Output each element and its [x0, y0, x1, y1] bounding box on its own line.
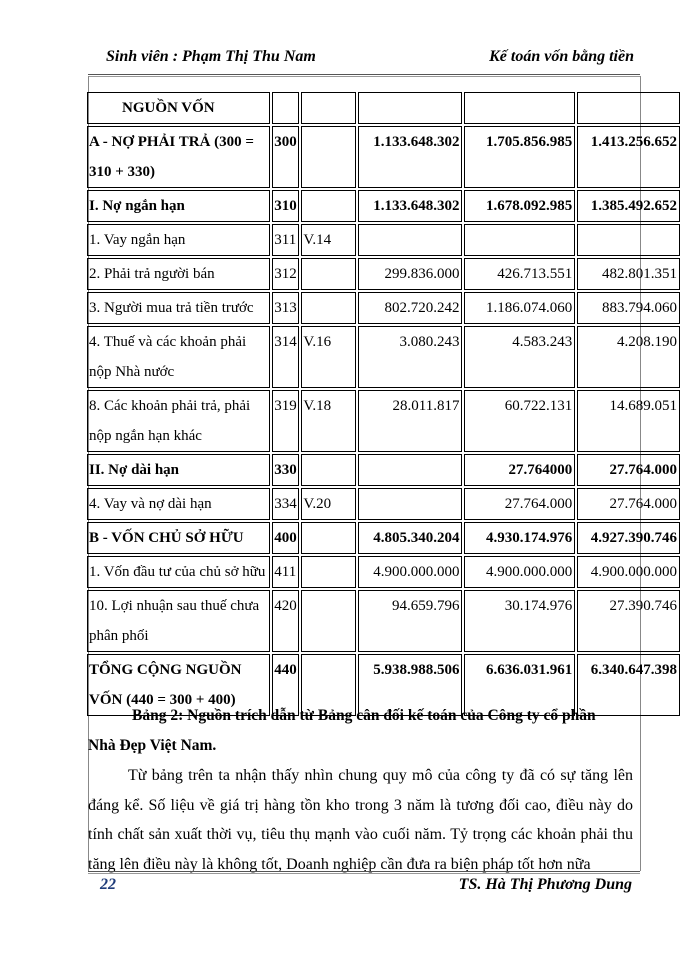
row-value-3: 883.794.060 — [577, 292, 680, 324]
header-student: Sinh viên : Phạm Thị Thu Nam — [106, 48, 316, 65]
row-note — [301, 126, 355, 188]
table-row — [87, 190, 680, 222]
row-code: 334 — [272, 488, 299, 520]
row-label: 8. Các khoản phải trả, phải nộp ngắn hạn khác — [87, 390, 270, 452]
header-title: Kế toán vốn bằng tiền — [489, 48, 634, 65]
row-label: 1. Vốn đầu tư của chủ sở hữu — [87, 556, 270, 588]
row-code: 310 — [272, 190, 299, 222]
table-row — [87, 454, 680, 486]
table-caption — [88, 701, 648, 761]
row-value-3: 6.340.647.398 — [577, 654, 680, 716]
row-value-1 — [358, 488, 463, 520]
row-code: 330 — [272, 454, 299, 486]
row-note — [301, 454, 355, 486]
row-value-3: 1.385.492.652 — [577, 190, 680, 222]
row-note: V.16 — [301, 326, 355, 388]
row-value-3: 4.208.190 — [577, 326, 680, 388]
row-value-2: 27.764.000 — [464, 488, 575, 520]
row-note — [301, 292, 355, 324]
paragraph-text: Từ bảng trên ta nhận thấy nhìn chung quy mô của công ty đã có sự tăng lên đáng kể. Số liệu về giá trị hàng tồn kho trong 3 năm là tương đối cao, điều này do tính chất sản xuất thời vụ, tiêu thụ mạnh vào cuối năm. Tỷ trọng các khoản phải thu tăng lên điều này là không tốt, Doanh nghiệp cần đưa ra biện pháp tốt hơn nữa — [88, 767, 633, 873]
row-label: 4. Thuế và các khoản phải nộp Nhà nước — [87, 326, 270, 388]
row-value-3: 482.801.351 — [577, 258, 680, 290]
table-row — [87, 126, 680, 188]
row-note: V.20 — [301, 488, 355, 520]
row-value-2: 4.930.174.976 — [464, 522, 575, 554]
row-label: B - VỐN CHỦ SỞ HỮU — [87, 522, 270, 554]
row-value-2 — [464, 224, 575, 256]
row-note: V.18 — [301, 390, 355, 452]
row-value-2: 4.583.243 — [464, 326, 575, 388]
row-value-1 — [358, 224, 463, 256]
row-value-2: 60.722.131 — [464, 390, 575, 452]
table-row — [87, 224, 680, 256]
row-code: 314 — [272, 326, 299, 388]
row-value-2: 426.713.551 — [464, 258, 575, 290]
footer-rule — [88, 871, 640, 872]
row-value-1: 3.080.243 — [358, 326, 463, 388]
caption-line-2: Nhà Đẹp Việt Nam. — [88, 737, 217, 754]
row-note — [301, 522, 355, 554]
table-row — [87, 488, 680, 520]
row-note — [301, 258, 355, 290]
row-value-1: 94.659.796 — [358, 590, 463, 652]
row-code: 400 — [272, 522, 299, 554]
row-code: 411 — [272, 556, 299, 588]
row-code: 300 — [272, 126, 299, 188]
row-value-2: 1.705.856.985 — [464, 126, 575, 188]
table-row — [87, 556, 680, 588]
row-value-2: 27.764000 — [464, 454, 575, 486]
table-header-row — [87, 92, 680, 124]
row-value-3: 1.413.256.652 — [577, 126, 680, 188]
row-value-1: 1.133.648.302 — [358, 190, 463, 222]
row-note: V.14 — [301, 224, 355, 256]
row-code: 440 — [272, 654, 299, 716]
row-value-2: 4.900.000.000 — [464, 556, 575, 588]
row-code: 319 — [272, 390, 299, 452]
row-value-1 — [358, 454, 463, 486]
row-label: 4. Vay và nợ dài hạn — [87, 488, 270, 520]
table-row — [87, 292, 680, 324]
table-row — [87, 258, 680, 290]
row-code: 313 — [272, 292, 299, 324]
row-value-3: 27.390.746 — [577, 590, 680, 652]
table-row — [87, 590, 680, 652]
row-label: II. Nợ dài hạn — [87, 454, 270, 486]
row-code: 312 — [272, 258, 299, 290]
row-note — [301, 556, 355, 588]
row-value-2: 6.636.031.961 — [464, 654, 575, 716]
page-number: 22 — [100, 876, 116, 893]
row-value-3: 27.764.000 — [577, 454, 680, 486]
row-value-2: 1.678.092.985 — [464, 190, 575, 222]
row-note — [301, 590, 355, 652]
table-row — [87, 522, 680, 554]
row-value-1: 802.720.242 — [358, 292, 463, 324]
body-paragraph — [88, 761, 633, 879]
row-label: A - NỢ PHẢI TRẢ (300 = 310 + 330) — [87, 126, 270, 188]
row-value-3 — [577, 224, 680, 256]
row-value-3: 4.900.000.000 — [577, 556, 680, 588]
row-label: I. Nợ ngắn hạn — [87, 190, 270, 222]
caption-line-1: Bảng 2: Nguồn trích dẫn từ Bảng cân đối kế toán của Công ty cổ phần — [132, 707, 596, 724]
row-value-1: 4.900.000.000 — [358, 556, 463, 588]
row-note — [301, 190, 355, 222]
row-value-1: 4.805.340.204 — [358, 522, 463, 554]
row-value-2: 1.186.074.060 — [464, 292, 575, 324]
row-value-1: 5.938.988.506 — [358, 654, 463, 716]
row-label: 2. Phải trả người bán — [87, 258, 270, 290]
table-row — [87, 390, 680, 452]
row-label: TỔNG CỘNG NGUỒN VỐN (440 = 300 + 400) — [87, 654, 270, 716]
footer-author: TS. Hà Thị Phương Dung — [458, 876, 632, 893]
row-label: 3. Người mua trả tiền trước — [87, 292, 270, 324]
header-cell-label: NGUỒN VỐN — [87, 92, 270, 124]
row-label: 1. Vay ngắn hạn — [87, 224, 270, 256]
header-rule — [88, 74, 640, 75]
row-value-3: 4.927.390.746 — [577, 522, 680, 554]
table-row — [87, 326, 680, 388]
row-value-3: 27.764.000 — [577, 488, 680, 520]
row-value-1: 1.133.648.302 — [358, 126, 463, 188]
row-value-3: 14.689.051 — [577, 390, 680, 452]
row-code: 311 — [272, 224, 299, 256]
page-header — [88, 48, 640, 76]
row-value-1: 299.836.000 — [358, 258, 463, 290]
row-label: 10. Lợi nhuận sau thuế chưa phân phối — [87, 590, 270, 652]
row-value-1: 28.011.817 — [358, 390, 463, 452]
row-value-2: 30.174.976 — [464, 590, 575, 652]
row-code: 420 — [272, 590, 299, 652]
balance-sheet-table — [85, 90, 682, 718]
